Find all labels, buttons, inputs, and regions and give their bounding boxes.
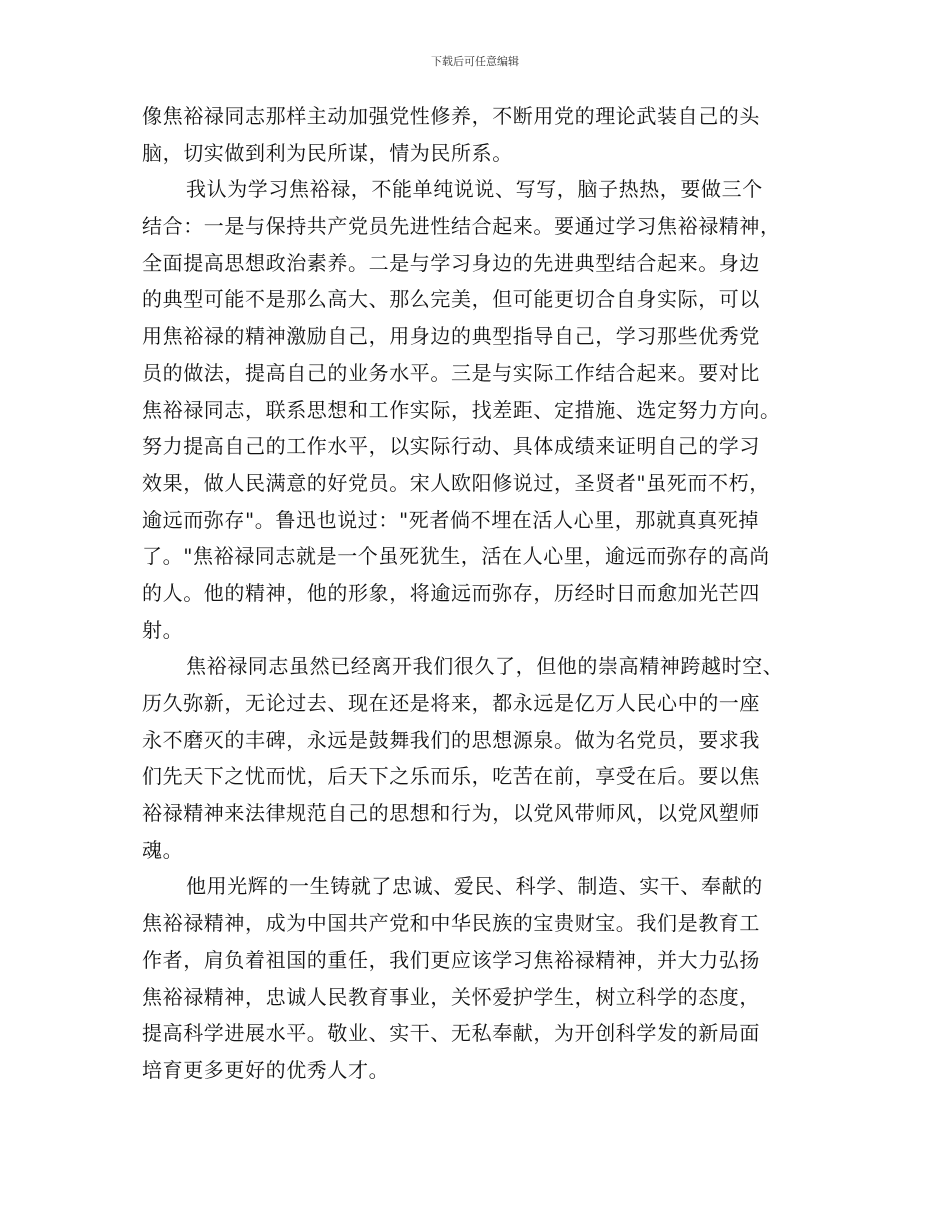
- paragraph: [142, 171, 822, 648]
- text-line: 的人。他的精神，他的形象，将逾远而弥存，历经时日而愈加光芒四: [142, 580, 760, 605]
- text-line: 效果，做人民满意的好党员。宋人欧阳修说过，圣贤者"虽死而不朽，: [142, 470, 770, 495]
- paragraph: [142, 648, 822, 868]
- text-line: 我认为学习焦裕禄，不能单纯说说、写写，脑子热热，要做三个: [186, 177, 763, 202]
- paragraph: [142, 868, 822, 1088]
- text-line: 像焦裕禄同志那样主动加强党性修养，不断用党的理论武装自己的头: [142, 104, 760, 128]
- text-line: 努力提高自己的工作水平，以实际行动、具体成绩来证明自己的学习: [142, 434, 760, 459]
- page-header: 下载后可任意编辑: [431, 55, 519, 68]
- document-body: [142, 98, 822, 1089]
- text-line: 魂。: [142, 837, 184, 862]
- text-line: 焦裕禄精神，忠诚人民教育事业，关怀爱护学生，树立科学的态度，: [142, 984, 760, 1009]
- text-line: 们先天下之忧而忧，后天下之乐而乐，吃苦在前，享受在后。要以焦: [142, 764, 760, 789]
- text-line: 了。"焦裕禄同志就是一个虽死犹生，活在人心里，逾远而弥存的高尚: [142, 544, 770, 569]
- text-line: 逾远而弥存"。鲁迅也说过："死者倘不埋在活人心里，那就真真死掉: [142, 507, 759, 532]
- text-line: 他用光辉的一生铸就了忠诚、爱民、科学、制造、实干、奉献的: [186, 874, 763, 899]
- text-line: 作者，肩负着祖国的重任，我们更应该学习焦裕禄精神，并大力弘扬: [142, 947, 760, 972]
- text-line: 的典型可能不是那么高大、那么完美，但可能更切合自身实际，可以: [142, 287, 760, 312]
- text-line: 培育更多更好的优秀人才。: [142, 1057, 390, 1082]
- text-line: 员的做法，提高自己的业务水平。三是与实际工作结合起来。要对比: [142, 360, 760, 385]
- text-line: 裕禄精神来法律规范自己的思想和行为，以党风带师风，以党风塑师: [142, 801, 760, 826]
- text-line: 提高科学进展水平。敬业、实干、无私奉献，为开创科学发的新局面: [142, 1021, 760, 1046]
- text-line: 焦裕禄精神，成为中国共产党和中华民族的宝贵财宝。我们是教育工: [142, 911, 760, 936]
- paragraph: [142, 98, 822, 171]
- text-line: 焦裕禄同志，联系思想和工作实际，找差距、定措施、选定努力方向。: [142, 397, 781, 422]
- text-line: 脑，切实做到利为民所谋，情为民所系。: [142, 140, 513, 165]
- text-line: 全面提高思想政治素养。二是与学习身边的先进典型结合起来。身边: [142, 250, 760, 275]
- text-line: 用焦裕禄的精神激励自己，用身边的典型指导自己，学习那些优秀党: [142, 324, 760, 349]
- text-line: 结合：一是与保持共产党员先进性结合起来。要通过学习焦裕禄精神，: [142, 214, 781, 239]
- text-line: 射。: [142, 617, 184, 642]
- text-line: 永不磨灭的丰碑，永远是鼓舞我们的思想源泉。做为名党员，要求我: [142, 727, 760, 752]
- text-line: 历久弥新，无论过去、现在还是将来，都永远是亿万人民心中的一座: [142, 691, 760, 715]
- text-line: 焦裕禄同志虽然已经离开我们很久了，但他的崇高精神跨越时空、: [186, 654, 784, 679]
